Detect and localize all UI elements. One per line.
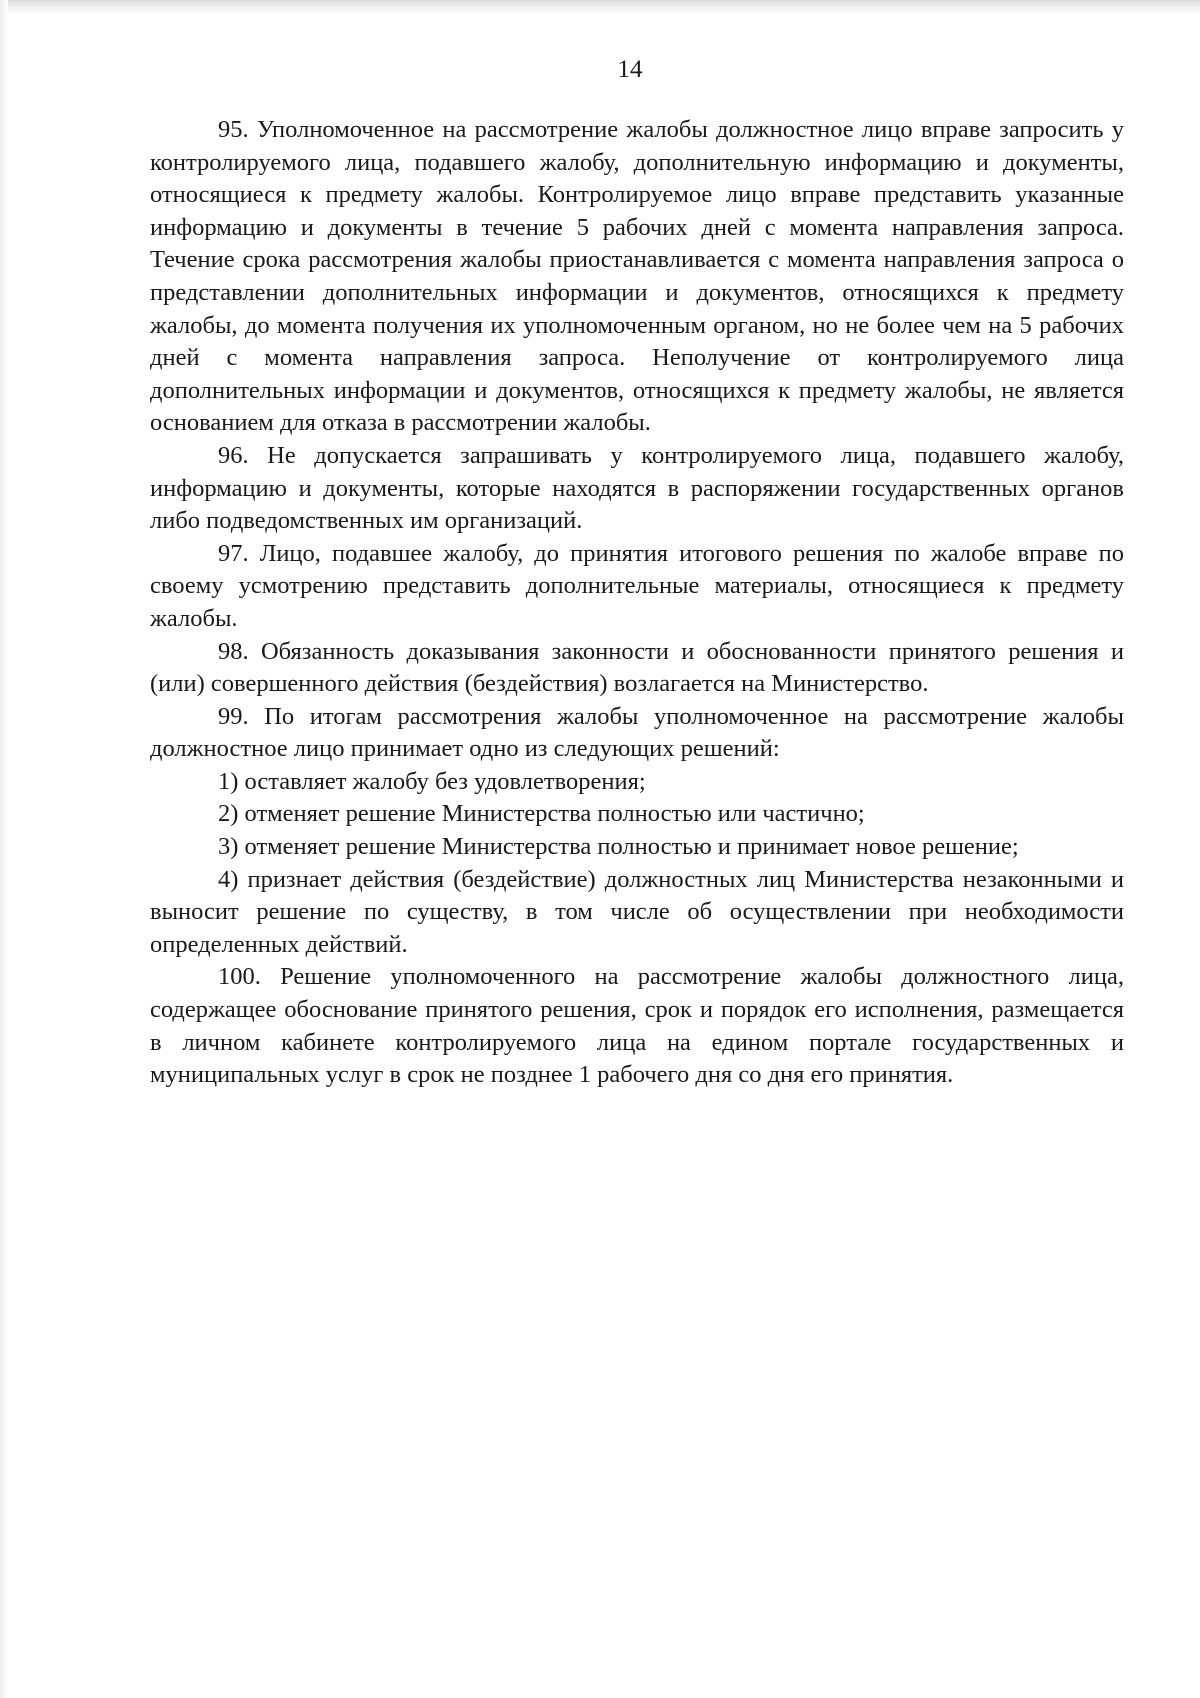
paragraph-99: 99. По итогам рассмотрения жалобы уполномоченное на рассмотрение жалобы должностное лицо принимает одно из следующих решений: <box>150 702 1124 763</box>
scan-left-edge <box>0 0 8 1698</box>
list-item-3: 3) отменяет решение Министерства полностью и принимает новое решение; <box>218 833 1019 861</box>
paragraph-97: 97. Лицо, подавшее жалобу, до принятия итогового решения по жалобе вправе по своему усмотрению представить дополнительные материалы, относящиеся к предмету жалобы. <box>150 539 1124 632</box>
scan-top-edge <box>0 0 1200 14</box>
paragraph-95: 95. Уполномоченное на рассмотрение жалобы должностное лицо вправе запросить у контролируемого лица, подавшего жалобу, дополнительную информацию и документы, относящиеся к предмету жалобы. Контролируемое лицо вправе представить указанные информацию и документы в течение 5 рабочих дней с момента направления запроса. Течение срока рассмотрения жалобы приостанавливается с момента направления запроса о представлении дополнительных информации и документов, относящихся к предмету жалобы, до момента получения их уполномоченным органом, но не более чем на 5 рабочих дней с момента направления запроса. Неполучение от контролируемого лица дополнительных информации и документов, относящихся к предмету жалобы, не является основанием для отказа в рассмотрении жалобы. <box>150 116 1124 437</box>
document-body <box>150 114 1124 1092</box>
list-item-4: 4) признает действия (бездействие) должностных лиц Министерства незаконными и выносит решение по существу, в том числе об осуществлении при необходимости определенных действий. <box>150 865 1124 958</box>
page-number: 14 <box>617 56 643 83</box>
paragraph-100: 100. Решение уполномоченного на рассмотрение жалобы должностного лица, содержащее обоснование принятого решения, срок и порядок его исполнения, размещается в личном кабинете контролируемого лица на едином портале государственных и муниципальных услуг в срок не позднее 1 рабочего дня со дня его принятия. <box>150 963 1124 1089</box>
list-item-1: 1) оставляет жалобу без удовлетворения; <box>218 767 646 795</box>
paragraph-96: 96. Не допускается запрашивать у контролируемого лица, подавшего жалобу, информацию и документы, которые находятся в распоряжении государственных органов либо подведомственных им организаций. <box>150 441 1124 535</box>
list-item-2: 2) отменяет решение Министерства полностью или частично; <box>218 800 865 828</box>
paragraph-98: 98. Обязанность доказывания законности и обоснованности принятого решения и (или) совершенного действия (бездействия) возлагается на Министерство. <box>150 637 1124 698</box>
